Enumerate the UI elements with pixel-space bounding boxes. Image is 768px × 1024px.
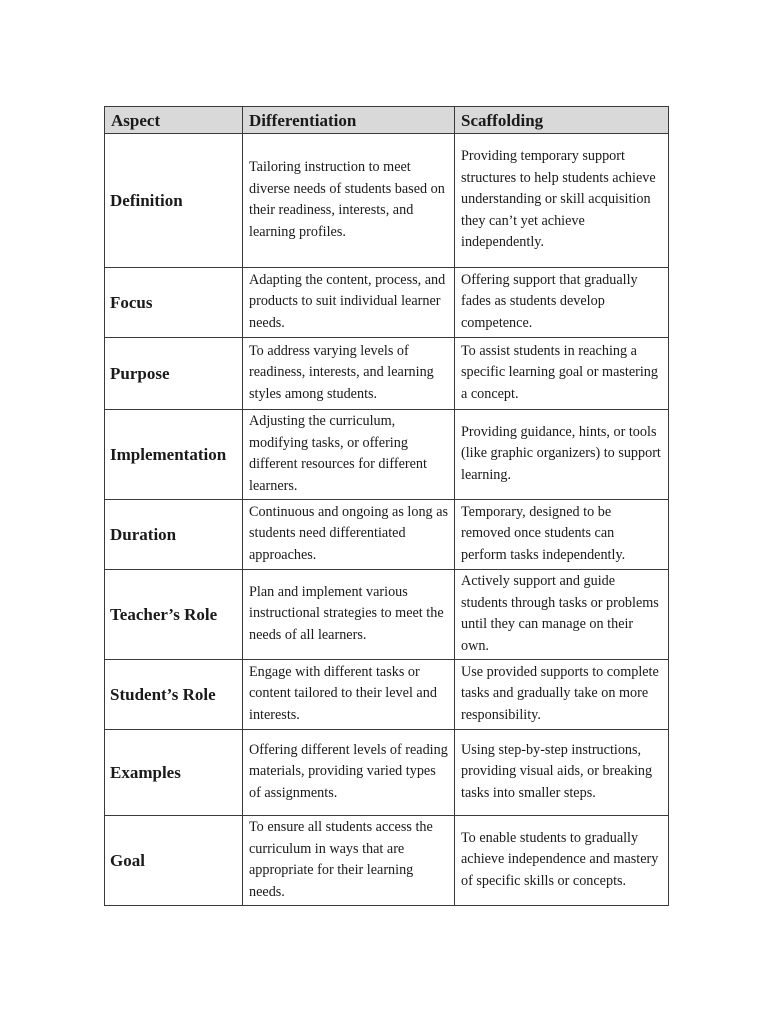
header-differentiation: Differentiation [243,107,455,134]
differentiation-cell: Tailoring instruction to meet diverse needs of students based on their readiness, interests, and learning profiles. [243,134,455,268]
differentiation-cell: To ensure all students access the curriculum in ways that are appropriate for their learning needs. [243,816,455,906]
table-row [105,816,669,906]
aspect-cell: Teacher’s Role [105,570,243,660]
scaffolding-cell: To enable students to gradually achieve independence and mastery of specific skills or concepts. [455,816,669,906]
table-row [105,338,669,410]
scaffolding-cell: Offering support that gradually fades as students develop competence. [455,268,669,338]
differentiation-cell: Engage with different tasks or content tailored to their level and interests. [243,660,455,730]
differentiation-cell: Adapting the content, process, and products to suit individual learner needs. [243,268,455,338]
aspect-cell: Focus [105,268,243,338]
aspect-cell: Implementation [105,410,243,500]
scaffolding-cell: To assist students in reaching a specific learning goal or mastering a concept. [455,338,669,410]
table-row [105,268,669,338]
scaffolding-cell: Providing temporary support structures to help students achieve understanding or skill acquisition they can’t yet achieve independently. [455,134,669,268]
scaffolding-cell: Temporary, designed to be removed once students can perform tasks independently. [455,500,669,570]
aspect-cell: Student’s Role [105,660,243,730]
differentiation-cell: Adjusting the curriculum, modifying tasks, or offering different resources for different learners. [243,410,455,500]
aspect-cell: Examples [105,730,243,816]
differentiation-cell: Offering different levels of reading materials, providing varied types of assignments. [243,730,455,816]
scaffolding-cell: Use provided supports to complete tasks and gradually take on more responsibility. [455,660,669,730]
table-row [105,570,669,660]
comparison-table [104,106,669,906]
scaffolding-cell: Using step-by-step instructions, providing visual aids, or breaking tasks into smaller steps. [455,730,669,816]
aspect-cell: Definition [105,134,243,268]
aspect-cell: Duration [105,500,243,570]
aspect-cell: Goal [105,816,243,906]
differentiation-cell: To address varying levels of readiness, interests, and learning styles among students. [243,338,455,410]
table-row [105,134,669,268]
table-row [105,730,669,816]
scaffolding-cell: Providing guidance, hints, or tools (like graphic organizers) to support learning. [455,410,669,500]
header-scaffolding: Scaffolding [455,107,669,134]
table-row [105,660,669,730]
table-row [105,410,669,500]
table-row [105,500,669,570]
differentiation-cell: Plan and implement various instructional strategies to meet the needs of all learners. [243,570,455,660]
header-aspect: Aspect [105,107,243,134]
scaffolding-cell: Actively support and guide students through tasks or problems until they can manage on their own. [455,570,669,660]
header-row [105,107,669,134]
aspect-cell: Purpose [105,338,243,410]
differentiation-cell: Continuous and ongoing as long as students need differentiated approaches. [243,500,455,570]
